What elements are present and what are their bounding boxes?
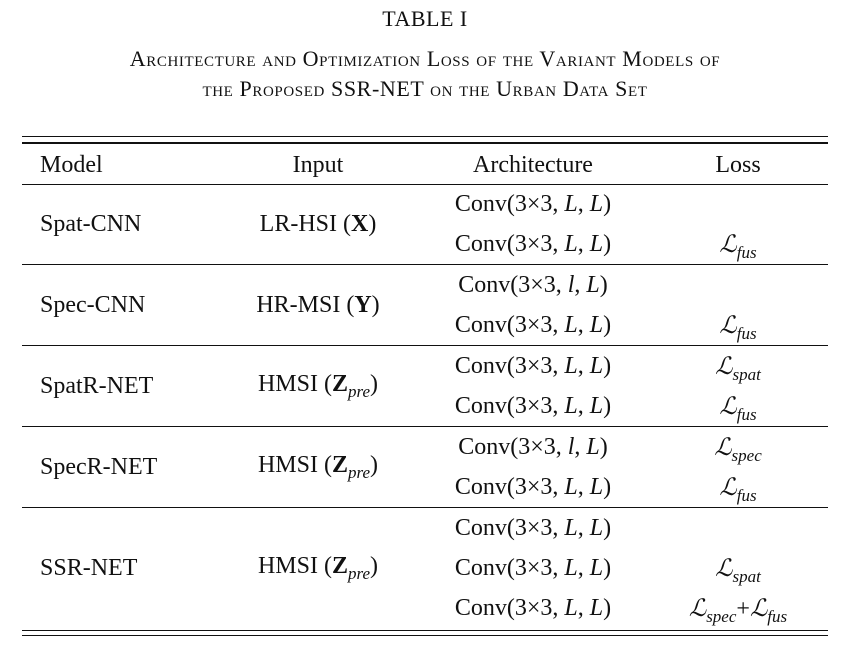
channel-symbol: L [564,393,578,419]
table-row [22,184,828,265]
channel-symbol: L [589,515,604,541]
channel-symbol: L [564,555,578,581]
top-rule-outer [22,136,828,137]
architecture-layer: Conv(3×3, L, L) [454,353,612,379]
bottom-rule-inner [22,630,828,631]
loss-cell [648,265,828,346]
loss-subscript: fus [736,405,757,424]
loss-subscript: spat [732,567,761,586]
channel-symbol: L [564,191,578,217]
model-cell: SpecR-NET [22,427,218,508]
loss-line [648,224,828,264]
loss-subscript: fus [736,243,757,262]
loss-line [648,265,828,305]
table-row [22,265,828,346]
architecture-layer: Conv(3×3, L, L) [454,474,612,500]
input-symbol: Z [331,451,348,478]
architecture-layer: Conv(3×3, L, L) [454,191,612,217]
input-cell: HR-MSI (Y) [218,265,418,346]
channel-symbol: L [589,474,604,500]
table-number: TABLE I [382,6,468,31]
loss-symbol: ℒ [714,433,732,461]
architecture-layer: Conv(3×3, l, L) [458,272,608,298]
loss-line [648,184,828,224]
table-row [22,346,828,427]
channel-symbol: L [589,312,604,338]
loss-subscript: fus [736,324,757,343]
loss-subscript: spec [731,446,762,465]
input-symbol: Y [354,291,372,318]
architecture-cell [418,265,648,346]
model-cell: SpatR-NET [22,346,218,427]
architecture-cell [418,346,648,427]
architecture-cell [418,508,648,629]
loss-cell [648,508,828,629]
loss-symbol: ℒ [719,392,737,420]
channel-symbol: L [589,353,604,379]
loss-line [648,548,828,588]
loss-subscript: spec [706,607,737,626]
input-symbol: Z [331,370,348,397]
loss-line: ℒ$_{spec}$+ℒ$_{fus}$ [688,594,788,626]
architecture-layer: Conv(3×3, L, L) [454,515,612,541]
channel-symbol: L [589,393,604,419]
top-rule-inner [22,142,828,144]
input-subscript: pre [348,563,371,583]
input-cell: HMSI $(Z_{pre})$ [257,552,379,583]
model-cell: Spat-CNN [22,184,218,265]
table-row [22,508,828,629]
channel-symbol: L [589,191,604,217]
loss-symbol: ℒ [719,473,737,501]
loss-subscript: spat [732,365,761,384]
channel-symbol: L [564,312,578,338]
loss-line [648,508,828,548]
input-cell: HMSI $(Z_{pre})$ [218,427,418,508]
architecture-cell [418,184,648,265]
architecture-layer: Conv(3×3, L, L) [454,555,612,581]
loss-subscript: fus [736,486,757,505]
header-loss: Loss [715,151,761,178]
loss-line [648,467,828,507]
loss-line [648,386,828,426]
loss-symbol: ℒ [715,554,733,582]
loss-symbol: ℒ [749,594,768,622]
variant-models-table [22,146,828,628]
channel-symbol: L [589,231,604,257]
architecture-layer: Conv(3×3, L, L) [454,595,612,621]
loss-cell [648,184,828,265]
input-symbol: Z [331,552,348,579]
table-row [22,427,828,508]
channel-symbol: L [586,272,600,298]
loss-symbol: ℒ [688,594,707,622]
input-cell: LR-HSI (X) [218,184,418,265]
architecture-layer: Conv(3×3, l, L) [458,434,608,460]
loss-line [648,305,828,345]
loss-symbol: ℒ [715,352,733,380]
bottom-rule-outer [22,635,828,636]
channel-symbol: l [567,434,575,460]
architecture-layer: Conv(3×3, L, L) [454,393,612,419]
input-cell: HMSI $(Z_{pre})$ [218,346,418,427]
channel-symbol: l [567,272,575,298]
loss-line [648,427,828,467]
loss-symbol: ℒ [719,230,737,258]
architecture-layer: Conv(3×3, L, L) [454,231,612,257]
architecture-cell [418,427,648,508]
channel-symbol: L [564,231,578,257]
header-model: Model [40,151,103,178]
header-row [22,146,828,184]
loss-subscript: fus [767,607,788,626]
loss-cell [648,346,828,427]
input-subscript: pre [348,462,371,482]
loss-symbol: ℒ [719,311,737,339]
input-symbol: X [350,210,369,237]
channel-symbol: L [589,595,604,621]
channel-symbol: L [564,595,578,621]
channel-symbol: L [564,515,578,541]
table-title-line-1: Architecture and Optimization Loss of the Variant Models of [129,46,721,71]
architecture-layer: Conv(3×3, L, L) [454,312,612,338]
channel-symbol: L [589,555,604,581]
input-subscript: pre [348,381,371,401]
channel-symbol: L [564,474,578,500]
model-cell: Spec-CNN [22,265,218,346]
header-input: Input [292,151,344,178]
model-cell: SSR-NET [40,554,138,581]
loss-line [648,346,828,386]
channel-symbol: L [586,434,600,460]
channel-symbol: L [564,353,578,379]
table-title-line-2: the Proposed SSR-NET on the Urban Data Set [202,76,648,101]
loss-cell [648,427,828,508]
table-title [0,44,850,104]
header-architecture: Architecture [473,151,593,178]
